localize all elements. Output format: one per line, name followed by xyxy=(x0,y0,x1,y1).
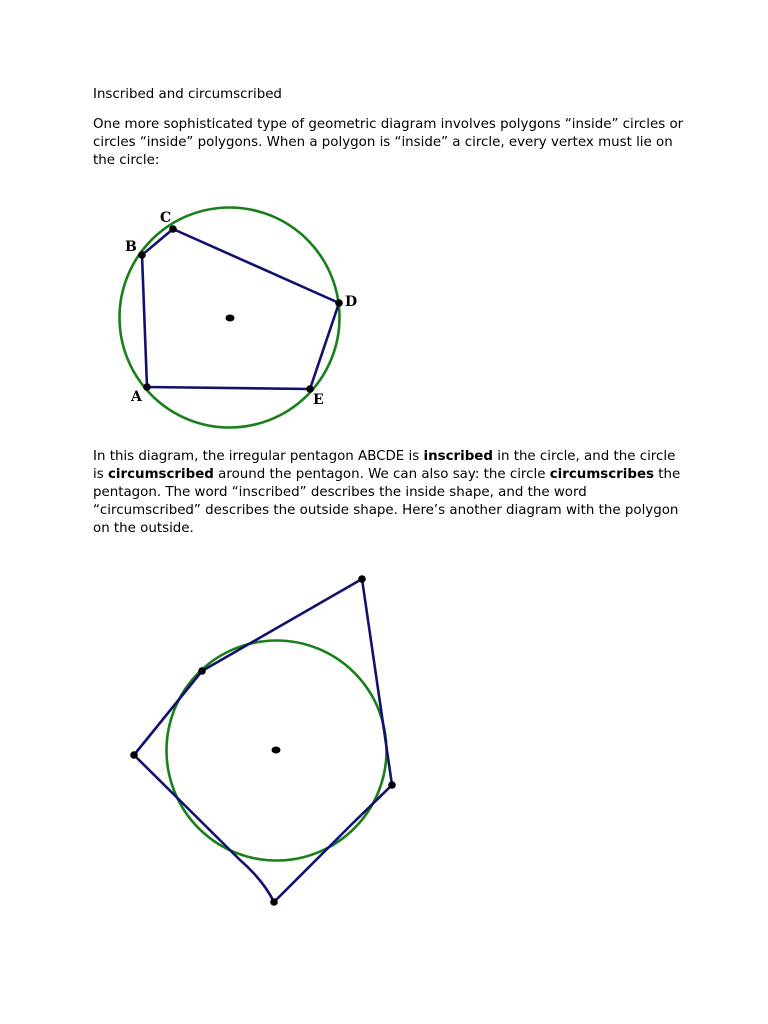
vertex-label-d: D xyxy=(345,294,358,310)
inscribed-pentagon-diagram xyxy=(0,195,400,435)
vertex-label-c: C xyxy=(160,210,172,226)
term-circumscribed: circumscribed xyxy=(107,467,214,482)
center-point xyxy=(226,315,235,322)
circumscribed-polygon-diagram xyxy=(0,560,420,920)
vertex-label-b: B xyxy=(125,239,137,255)
section-heading: Inscribed and circumscribed xyxy=(93,87,282,102)
tangent-point-upper-left xyxy=(198,667,206,675)
vertex-label-e: E xyxy=(313,392,324,408)
inscribed-pentagon xyxy=(142,229,339,389)
explanation-paragraph xyxy=(93,448,683,538)
term-circumscribes: circumscribes xyxy=(549,467,655,482)
center-point xyxy=(272,747,281,754)
explanation-text-2: in the circle, and the circle is xyxy=(93,449,676,482)
vertex-label-a: A xyxy=(131,389,142,405)
vertex-point-a xyxy=(143,383,151,391)
term-inscribed: inscribed xyxy=(423,449,493,464)
explanation-text-1: In this diagram, the irregular pentagon ABCDE is xyxy=(93,449,424,464)
vertex-point-c xyxy=(169,225,177,233)
vertex-point-left xyxy=(130,751,138,759)
explanation-text-3: around the pentagon. We can also say: the circle xyxy=(213,467,550,482)
circumscribed-quadrilateral xyxy=(134,579,392,902)
vertex-point-b xyxy=(138,251,146,259)
vertex-point-bottom xyxy=(270,898,278,906)
vertex-point-top xyxy=(358,575,366,583)
vertex-point-right xyxy=(388,781,396,789)
intro-paragraph: One more sophisticated type of geometric diagram involves polygons “inside” circles or circles “inside” polygons. When a polygon is “inside” a circle, every vertex must lie on the circle: xyxy=(93,117,684,168)
explanation-text-4: the pentagon. The word “inscribed” describes the inside shape, and the word “circumscribed” describes the outside shape. Here’s another diagram with the polygon on the outside. xyxy=(93,467,681,536)
vertex-point-d xyxy=(335,299,343,307)
